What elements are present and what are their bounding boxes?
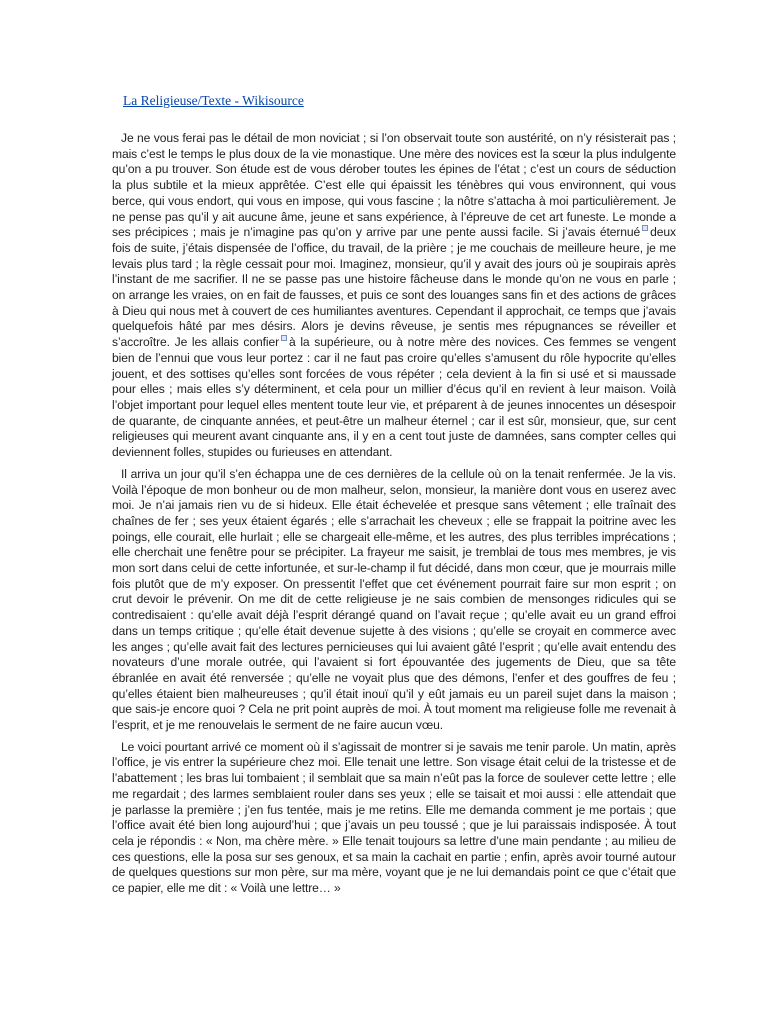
paragraph-2 xyxy=(112,467,676,734)
footnote-icon[interactable] xyxy=(642,225,648,231)
title-link[interactable]: La Religieuse/Texte - Wikisource xyxy=(123,93,304,108)
paragraph-1-text-1: Je ne vous ferai pas le détail de mon noviciat ; si l’on observait toute son austérité, on n’y résisterait pas ; mais c’est le temps le plus doux de la vie monastique. Une mère des novices est la sœur la plus indulgente qu’on a pu trouver. Son étude est de vous dérober toutes les épines de l’état ; c’est un cours de séduction la plus subtile et la mieux apprêtée. C’est elle qui épaissit les ténèbres qui vous environnent, qui vous berce, qui vous endort, qui vous en impose, qui vous fascine ; la nôtre s’attacha à moi particulièrement. Je ne pense pas qu’il y ait aucune âme, jeune et sans expérience, à l’épreuve de cet art funeste. Le monde a ses précipices ; mais je n’imagine pas qu’on y arrive par une pente aussi facile. Si j’avais éternué xyxy=(112,131,676,240)
footnote-icon[interactable] xyxy=(281,335,287,341)
paragraph-3 xyxy=(112,740,676,897)
paragraph-1-text-3: à la supérieure, ou à notre mère des novices. Ces femmes se vengent bien de l’ennui que vous leur portez : car il ne faut pas croire qu’elles s’amusent du rôle hypocrite qu’elles jouent, et des sottises qu’elles sont forcées de vous répéter ; cela devient à la fin si usé et si maussade pour elles ; mais elles s’y déterminent, et cela pour un millier d’écus qu’il en revient à leur maison. Voilà l’objet important pour lequel elles mentent toute leur vie, et préparent à de jeunes innocentes un désespoir de quarante, de cinquante années, et peut-être un malheur éternel ; car il est sûr, monsieur, que, sur cent religieuses qui meurent avant cinquante ans, il y en a cent tout juste de damnées, sans compter celles qui deviennent folles, stupides ou furieuses en attendant. xyxy=(112,335,676,460)
paragraph-1 xyxy=(112,131,676,461)
paragraph-3-text: Le voici pourtant arrivé ce moment où il s’agissait de montrer si je savais me tenir parole. Un matin, après l’office, je vis entrer la supérieure chez moi. Elle tenait une lettre. Son visage était celui de la tristesse et de l’abattement ; les bras lui tombaient ; il semblait que sa main n’eût pas la force de soulever cette lettre ; elle me regardait ; des larmes semblaient rouler dans ses yeux ; elle se taisait et moi aussi : elle attendait que je parlasse la première ; j’en fus tentée, mais je me retins. Elle me demanda comment je me portais ; que l’office avait été bien long aujourd’hui ; que j’avais un peu toussé ; que je lui paraissais indisposée. À tout cela je répondis : « Non, ma chère mère. » Elle tenait toujours sa lettre d’une main pendante ; au milieu de ces questions, elle la posa sur ses genoux, et sa main la cachait en partie ; enfin, après avoir tourné autour de quelques questions sur mon père, sur ma mère, voyant que je ne lui demandais point ce que c’était que ce papier, elle me dit : « Voilà une lettre… » xyxy=(112,739,676,896)
document-page xyxy=(112,92,676,903)
paragraph-1-text-2: deux fois de suite, j’étais dispensée de l’office, du travail, de la prière ; je me couchais de meilleure heure, je me levais plus tard ; la règle cessait pour moi. Imaginez, monsieur, qu’il y avait des jours où je soupirais après l’instant de me sacrifier. Il ne se passe pas une histoire fâcheuse dans le monde qu’on ne vous en parle ; on arrange les vraies, on en fait de fausses, et puis ce sont des louanges sans fin et des actions de grâces à Dieu qui nous met à couvert de ces humiliantes aventures. Cependant il approchait, ce temps que j’avais quelquefois hâté par mes désirs. Alors je devins rêveuse, je sentis mes répugnances se réveiller et s’accroître. Je les allais confier xyxy=(112,225,676,350)
paragraph-2-text: Il arriva un jour qu’il s’en échappa une de ces dernières de la cellule où on la tenait renfermée. Je la vis. Voilà l’époque de mon bonheur ou de mon malheur, selon, monsieur, la manière dont vous en userez avec moi. Je n’ai jamais rien vu de si hideux. Elle était échevelée et presque sans vêtement ; elle traînait des chaînes de fer ; ses yeux étaient égarés ; elle s’arrachait les cheveux ; elle se frappait la poitrine avec les poings, elle courait, elle hurlait ; elle se chargeait elle-même, et les autres, des plus terribles imprécations ; elle cherchait une fenêtre pour se précipiter. La frayeur me saisit, je tremblai de tous mes membres, je vis mon sort dans celui de cette infortunée, et sur-le-champ il fut décidé, dans mon cœur, que je mourrais mille fois plutôt que de m’y exposer. On pressentit l’effet que cet événement pourrait faire sur mon esprit ; on crut devoir le prévenir. On me dit de cette religieuse je ne sais combien de mensonges ridicules qui se contredisaient : qu’elle avait déjà l’esprit dérangé quand on l’avait reçue ; qu’elle avait eu un grand effroi dans un temps critique ; qu’elle était devenue sujette à des visions ; qu’elle se croyait en commerce avec les anges ; qu’elle avait fait des lectures pernicieuses qui lui avaient gâté l’esprit ; qu’elle avait entendu des novateurs d’une morale outrée, qui l’avaient si fort épouvantée des jugements de Dieu, que sa tête ébranlée en avait été renversée ; qu’elle ne voyait plus que des démons, l’enfer et des gouffres de feu ; qu’elles étaient bien malheureuses ; qu’il était inouï qu’il y eût jamais eu un pareil sujet dans la maison ; que sais-je encore quoi ? Cela ne prit point auprès de moi. À tout moment ma religieuse folle me revenait à l’esprit, et je me renouvelais le serment de ne faire aucun vœu. xyxy=(112,466,676,733)
